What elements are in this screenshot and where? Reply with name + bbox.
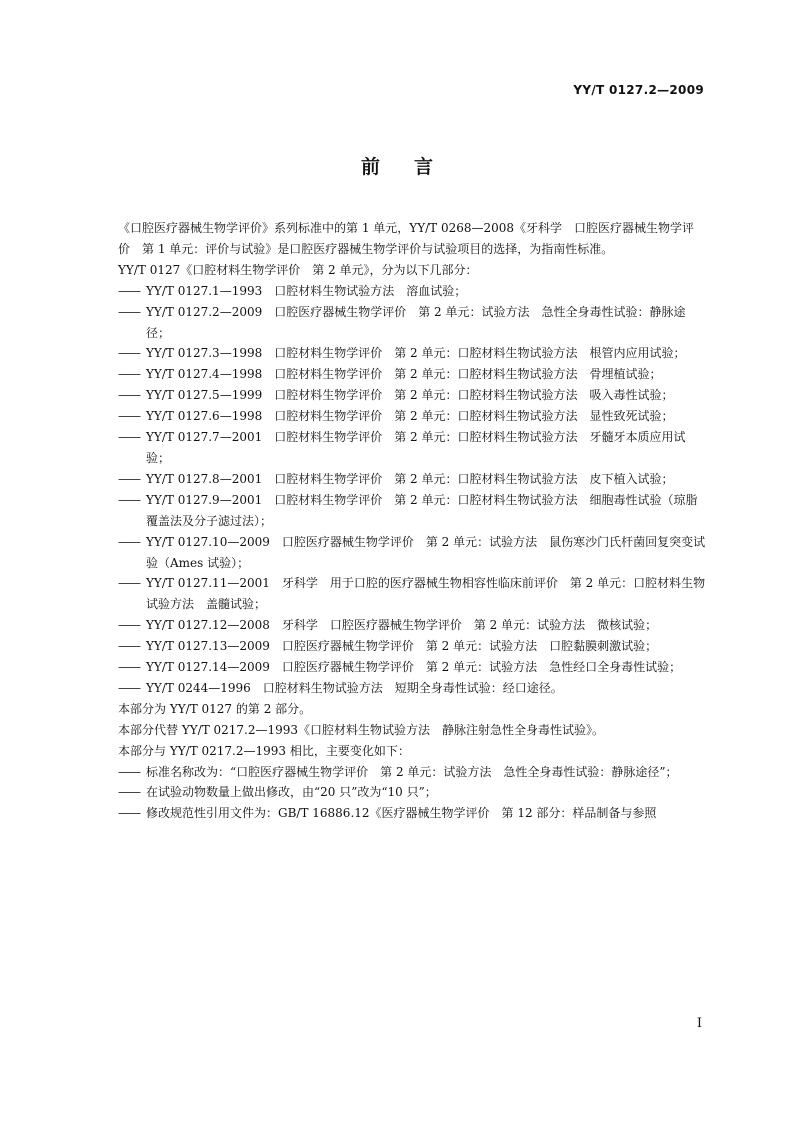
dash-marker: —— — [118, 785, 140, 800]
list-item-text: YY/T 0127.9—2001 口腔材料生物学评价 第 2 单元：口腔材料生物试验方法 细胞毒性试验（琼脂覆盖法及分子滤过法）； — [146, 492, 698, 528]
list-item — [118, 364, 706, 385]
list-item-text: YY/T 0127.14—2009 口腔医疗器械生物学评价 第 2 单元：试验方法 急性经口全身毒性试验； — [146, 660, 682, 675]
dash-marker: —— — [118, 367, 140, 382]
dash-marker: —— — [118, 660, 140, 675]
list-item — [118, 385, 706, 406]
list-item-text: 标准名称改为：“口腔医疗器械生物学评价 第 2 单元：试验方法 急性全身毒性试验：静脉途径”； — [146, 764, 678, 779]
dash-marker: —— — [118, 430, 140, 445]
list-item-text: YY/T 0127.10—2009 口腔医疗器械生物学评价 第 2 单元：试验方法 鼠伤寒沙门氏杆菌回复突变试验（Ames 试验）； — [146, 534, 706, 570]
list-item-text: YY/T 0127.8—2001 口腔材料生物学评价 第 2 单元：口腔材料生物试验方法 皮下植入试验； — [146, 471, 674, 486]
list-item-text: YY/T 0244—1996 口腔材料生物试验方法 短期全身毒性试验：经口途径。 — [146, 680, 563, 695]
list-item-text: YY/T 0127.6—1998 口腔材料生物学评价 第 2 单元：口腔材料生物试验方法 显性致死试验； — [146, 409, 674, 424]
dash-marker: —— — [118, 346, 140, 361]
dash-marker: —— — [118, 534, 140, 549]
list-item — [118, 573, 706, 615]
dash-marker: —— — [118, 618, 140, 633]
list-item-text: YY/T 0127.11—2001 牙科学 用于口腔的医疗器械生物相容性临床前评价 第 2 单元：口腔材料生物试验方法 盖髓试验； — [146, 576, 706, 612]
list-item — [118, 657, 706, 678]
dash-marker: —— — [118, 388, 140, 403]
intro-paragraph: YY/T 0127《口腔材料生物学评价 第 2 单元》，分为以下几部分： — [118, 262, 478, 277]
list-item-text: 修改规范性引用文件为：GB/T 16886.12《医疗器械生物学评价 第 12 部分：样品制备与参照 — [146, 806, 657, 821]
list-item — [118, 803, 706, 824]
list-item — [118, 469, 706, 490]
dash-marker: —— — [118, 492, 140, 507]
page-title: 前言 — [360, 156, 467, 178]
list-item — [118, 678, 706, 699]
list-item — [118, 762, 706, 783]
list-item — [118, 532, 706, 574]
list-item-text: YY/T 0127.4—1998 口腔材料生物学评价 第 2 单元：口腔材料生物试验方法 骨埋植试验； — [146, 367, 662, 382]
page-number: I — [696, 1016, 702, 1031]
statement-paragraph: 本部分代替 YY/T 0217.2—1993《口腔材料生物试验方法 静脉注射急性全身毒性试验》。 — [118, 722, 605, 737]
list-item-text: YY/T 0127.2—2009 口腔医疗器械生物学评价 第 2 单元：试验方法 急性全身毒性试验：静脉途径； — [146, 304, 686, 340]
list-item-text: YY/T 0127.3—1998 口腔材料生物学评价 第 2 单元：口腔材料生物试验方法 根管内应用试验； — [146, 346, 686, 361]
dash-marker: —— — [118, 639, 140, 654]
changes-list — [118, 762, 706, 825]
statement-paragraph: 本部分与 YY/T 0217.2—1993 相比，主要变化如下： — [118, 743, 410, 758]
intro-paragraph: 《口腔医疗器械生物学评价》系列标准中的第 1 单元，YY/T 0268—2008《牙科学 口腔医疗器械生物学评价 第 1 单元：评价与试验》是口腔医疗器械生物学评价与试验项目的选择，为指南性标准。 — [118, 221, 695, 256]
list-item — [118, 302, 706, 344]
standard-code: YY/T 0127.2—2009 — [573, 83, 704, 97]
dash-marker: —— — [118, 680, 140, 695]
list-item-text: YY/T 0127.7—2001 口腔材料生物学评价 第 2 单元：口腔材料生物试验方法 牙髓牙本质应用试验； — [146, 430, 686, 465]
list-item-text: YY/T 0127.5—1999 口腔材料生物学评价 第 2 单元：口腔材料生物试验方法 吸入毒性试验； — [146, 388, 674, 403]
list-item-text: 在试验动物数量上做出修改，由“20 只”改为“10 只”； — [146, 785, 437, 800]
dash-marker: —— — [118, 764, 140, 779]
dash-marker: —— — [118, 576, 140, 591]
dash-marker: —— — [118, 409, 140, 424]
dash-marker: —— — [118, 283, 140, 298]
list-item-text: YY/T 0127.1—1993 口腔材料生物试验方法 溶血试验； — [146, 283, 467, 298]
document-body — [118, 218, 706, 824]
list-item — [118, 615, 706, 636]
list-item — [118, 343, 706, 364]
list-item — [118, 782, 706, 803]
dash-marker: —— — [118, 304, 140, 319]
dash-marker: —— — [118, 806, 140, 821]
list-item — [118, 427, 706, 469]
list-item — [118, 281, 706, 302]
list-item — [118, 490, 706, 532]
statement-paragraph: 本部分为 YY/T 0127 的第 2 部分。 — [118, 701, 312, 716]
list-item-text: YY/T 0127.12—2008 牙科学 口腔医疗器械生物学评价 第 2 单元：试验方法 微核试验； — [146, 618, 658, 633]
dash-marker: —— — [118, 471, 140, 486]
parts-list — [118, 281, 706, 699]
list-item — [118, 636, 706, 657]
list-item-text: YY/T 0127.13—2009 口腔医疗器械生物学评价 第 2 单元：试验方法 口腔黏膜刺激试验； — [146, 639, 658, 654]
list-item — [118, 406, 706, 427]
